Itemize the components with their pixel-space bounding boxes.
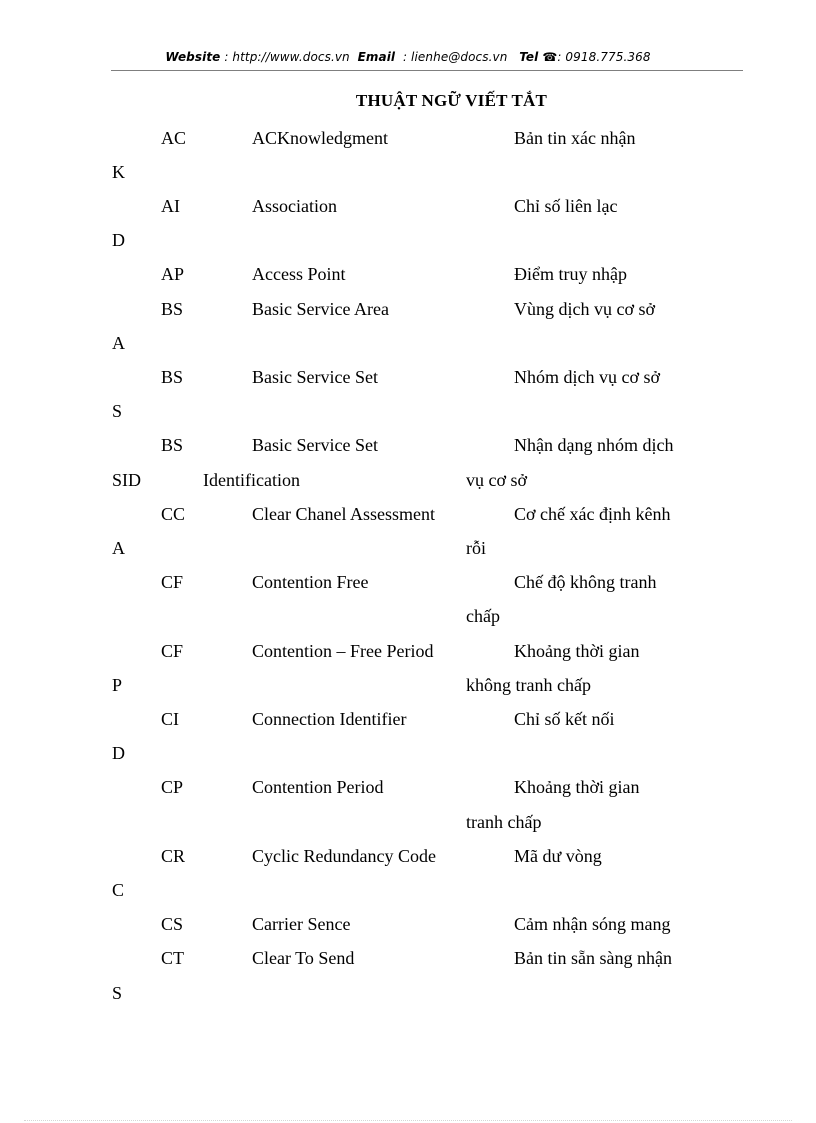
term: Association xyxy=(252,196,337,216)
abbr: BS xyxy=(161,299,184,319)
tel-label: Tel xyxy=(519,50,539,64)
abbr: CT xyxy=(161,948,185,968)
term: Contention – Free Period xyxy=(252,641,434,661)
meaning: Khoảng thời gian xyxy=(514,641,640,661)
meaning: Điểm truy nhập xyxy=(514,264,627,284)
abbr: CS xyxy=(161,914,184,934)
abbr-continuation: C xyxy=(112,880,125,900)
term: Contention Free xyxy=(252,572,369,592)
meaning: Chỉ số kết nối xyxy=(514,709,615,729)
meaning-continuation: vụ cơ sở xyxy=(466,470,528,490)
abbr: CF xyxy=(161,641,184,661)
term-continuation: Identification xyxy=(203,470,300,490)
abbr: CC xyxy=(161,504,186,524)
abbr-continuation: SID xyxy=(112,470,142,490)
page-title: THUẬT NGỮ VIẾT TẮT xyxy=(355,91,548,110)
footer-divider xyxy=(24,1120,792,1121)
term: Basic Service Set xyxy=(252,435,378,455)
meaning: Bản tin sẵn sàng nhận xyxy=(514,948,672,968)
email-label: Email xyxy=(357,50,396,64)
term: Clear To Send xyxy=(252,948,355,968)
abbr: BS xyxy=(161,435,184,455)
abbr: CF xyxy=(161,572,184,592)
meaning-continuation: tranh chấp xyxy=(466,812,542,832)
website-label: Website xyxy=(165,50,221,64)
term: Carrier Sence xyxy=(252,914,351,934)
abbr-continuation: D xyxy=(112,743,125,763)
meaning-continuation: không tranh chấp xyxy=(466,675,591,695)
meaning: Bản tin xác nhận xyxy=(514,128,636,148)
abbr: CI xyxy=(161,709,179,729)
term: ACKnowledgment xyxy=(252,128,388,148)
abbr: BS xyxy=(161,367,184,387)
abbr-continuation: K xyxy=(112,162,125,182)
meaning: Chỉ số liên lạc xyxy=(514,196,618,216)
abbr-continuation: D xyxy=(112,230,125,250)
header-divider xyxy=(111,70,743,71)
term: Access Point xyxy=(252,264,346,284)
meaning: Mã dư vòng xyxy=(514,846,602,866)
email-value: : lienhe@docs.vn xyxy=(403,50,508,64)
page-header xyxy=(0,50,816,64)
abbr: CR xyxy=(161,846,186,866)
abbr-continuation: S xyxy=(112,401,123,421)
term: Clear Chanel Assessment xyxy=(252,504,435,524)
term: Connection Identifier xyxy=(252,709,407,729)
website-value: : http://www.docs.vn xyxy=(224,50,350,64)
abbr: CP xyxy=(161,777,184,797)
term: Basic Service Set xyxy=(252,367,378,387)
term: Contention Period xyxy=(252,777,384,797)
abbr-continuation: S xyxy=(112,983,123,1003)
tel-value: : 0918.775.368 xyxy=(557,50,651,64)
abbr: AC xyxy=(161,128,187,148)
meaning: Cơ chế xác định kênh xyxy=(514,504,671,524)
abbr-continuation: A xyxy=(112,333,125,353)
meaning: Vùng dịch vụ cơ sở xyxy=(514,299,656,319)
abbr: AI xyxy=(161,196,180,216)
meaning: Nhận dạng nhóm dịch xyxy=(514,435,674,455)
term: Basic Service Area xyxy=(252,299,389,319)
meaning-continuation: rỗi xyxy=(466,538,486,558)
abbr-continuation: A xyxy=(112,538,125,558)
meaning: Nhóm dịch vụ cơ sở xyxy=(514,367,661,387)
term: Cyclic Redundancy Code xyxy=(252,846,436,866)
meaning: Cảm nhận sóng mang xyxy=(514,914,671,934)
phone-icon: ☎ xyxy=(542,50,558,64)
abbr: AP xyxy=(161,264,185,284)
meaning: Khoảng thời gian xyxy=(514,777,640,797)
abbr-continuation: P xyxy=(112,675,123,695)
meaning-continuation: chấp xyxy=(466,606,500,626)
meaning: Chế độ không tranh xyxy=(514,572,657,592)
